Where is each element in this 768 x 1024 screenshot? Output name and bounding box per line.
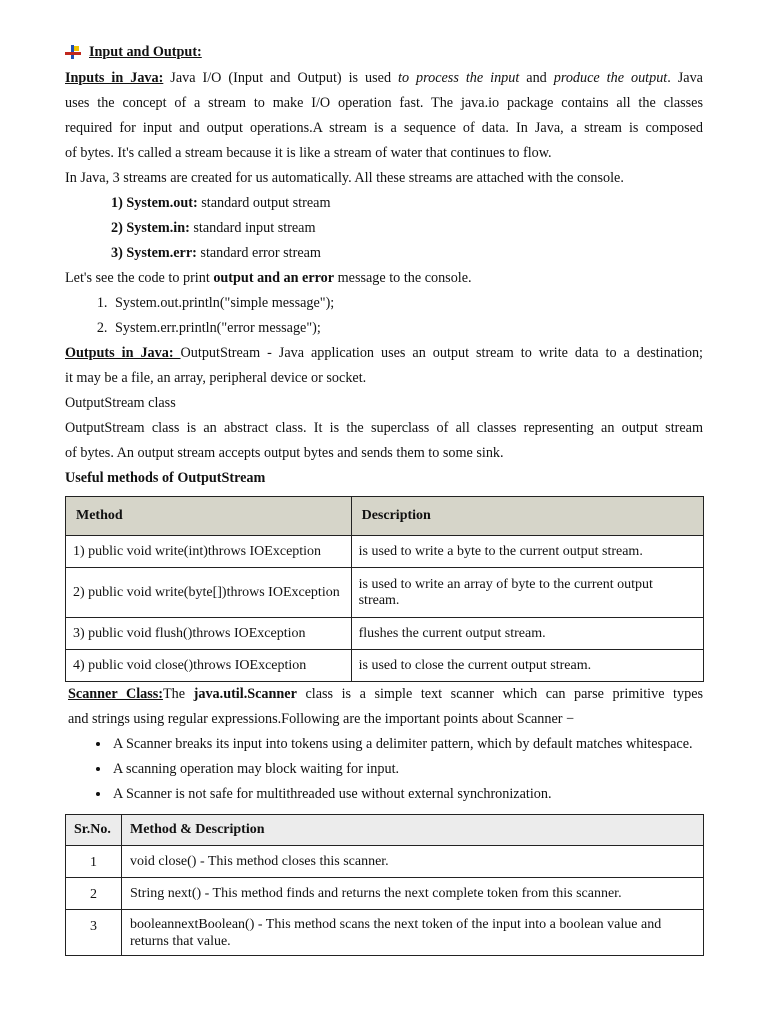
code-list: [65, 291, 703, 341]
column-header: Description: [351, 497, 703, 536]
bold-span: output and an error: [213, 270, 335, 286]
stream-item: [65, 241, 703, 266]
table-row: [66, 618, 704, 650]
code-line: 1. System.out.println("simple message");: [111, 291, 703, 316]
italic-span: to process the input: [398, 70, 520, 86]
code-line: 2. System.err.println("error message");: [111, 316, 703, 341]
table-cell: 3: [66, 910, 122, 956]
inputs-paragraph-line-2: uses the concept of a stream to make I/O operation fast. The java.io package contains all the classes: [65, 95, 703, 111]
text-span: . Java: [667, 70, 703, 86]
table-cell: is used to write an array of byte to the current output stream.: [351, 568, 703, 618]
table-cell: 4) public void close()throws IOException: [66, 650, 352, 682]
section-heading: [65, 38, 703, 66]
arrow-bullet-icon: [65, 45, 81, 59]
text-span: OutputStream - Java application uses an output stream to write data to a destination;: [180, 345, 703, 361]
table-cell: 2: [66, 878, 122, 910]
stream-label: 3) System.err:: [111, 245, 197, 261]
text-span: class is a simple text scanner which can parse primitive types: [296, 686, 704, 702]
table-cell: is used to write a byte to the current output stream.: [351, 536, 703, 568]
stream-label: 1) System.out:: [111, 195, 198, 211]
table-cell: is used to close the current output stream.: [351, 650, 703, 682]
table-row: [66, 910, 704, 956]
outputs-label: Outputs in Java:: [65, 345, 181, 361]
column-header: Method: [66, 497, 352, 536]
document-page: [65, 38, 703, 956]
text-span: Java I/O (Input and Output) is used: [163, 70, 399, 86]
column-header: Sr.No.: [66, 815, 122, 846]
list-item: • A scanning operation may block waiting for input.: [111, 757, 703, 782]
scanner-paragraph-line-2: and strings using regular expressions.Following are the important points about Scanner −: [68, 711, 575, 727]
inputs-paragraph-line-5: In Java, 3 streams are created for us automatically. All these streams are attached with the console.: [65, 170, 624, 186]
stream-item: [65, 216, 703, 241]
table-header-row: [66, 497, 704, 536]
table-cell: 1: [66, 846, 122, 878]
stream-desc: standard input stream: [189, 220, 316, 236]
table-cell: String next() - This method finds and returns the next complete token from this scanner.: [121, 878, 703, 910]
outputstream-class-title: OutputStream class: [65, 395, 176, 411]
list-item: • A Scanner is not safe for multithreaded use without external synchronization.: [111, 782, 703, 807]
list-item: • A Scanner breaks its input into tokens using a delimiter pattern, which by default matches whitespace.: [111, 732, 703, 757]
table-row: [66, 846, 704, 878]
table-cell: 1) public void write(int)throws IOException: [66, 536, 352, 568]
inputs-paragraph-line-1: [65, 66, 703, 91]
text-span: The: [163, 686, 194, 702]
outputs-paragraph-line-2: it may be a file, an array, peripheral device or socket.: [65, 370, 367, 386]
table-cell: booleannextBoolean() - This method scans the next token of the input into a boolean value and returns that value.: [121, 910, 703, 956]
column-header: Method & Description: [121, 815, 703, 846]
stream-label: 2) System.in:: [111, 220, 190, 236]
scanner-methods-table: [65, 814, 704, 956]
stream-desc: standard output stream: [197, 195, 331, 211]
table-cell: 3) public void flush()throws IOException: [66, 618, 352, 650]
stream-item: [65, 191, 703, 216]
table-header-row: [66, 815, 704, 846]
table-cell: flushes the current output stream.: [351, 618, 703, 650]
inputs-paragraph-line-3: required for input and output operations.A stream is a sequence of data. In Java, a stream is composed: [65, 120, 703, 136]
italic-span: produce the output: [553, 70, 668, 86]
text-span: Let's see the code to print: [65, 270, 214, 286]
outputstream-methods-table: [65, 496, 704, 682]
table-row: [66, 878, 704, 910]
table-cell: void close() - This method closes this scanner.: [121, 846, 703, 878]
inputs-label: Inputs in Java:: [65, 70, 164, 86]
stream-desc: standard error stream: [196, 245, 321, 261]
class-name: java.util.Scanner: [193, 686, 297, 702]
code-intro: [65, 266, 703, 291]
table-row: [66, 650, 704, 682]
outputstream-class-line-1: OutputStream class is an abstract class. It is the superclass of all classes representing an output stream: [65, 420, 703, 436]
table-row: [66, 568, 704, 618]
text-span: and: [519, 70, 554, 86]
scanner-points-list: [65, 732, 703, 807]
inputs-paragraph-line-4: of bytes. It's called a stream because it is like a stream of water that continues to flow.: [65, 145, 552, 161]
useful-methods-title: Useful methods of OutputStream: [65, 470, 266, 486]
section-title: Input and Output:: [89, 43, 202, 60]
outputs-paragraph-line-1: [65, 341, 703, 366]
outputstream-class-line-2: of bytes. An output stream accepts output bytes and sends them to some sink.: [65, 445, 504, 461]
scanner-paragraph-line-1: [65, 682, 703, 707]
table-cell: 2) public void write(byte[])throws IOException: [66, 568, 352, 618]
text-span: message to the console.: [334, 270, 472, 286]
table-row: [66, 536, 704, 568]
scanner-label: Scanner Class:: [68, 686, 164, 702]
